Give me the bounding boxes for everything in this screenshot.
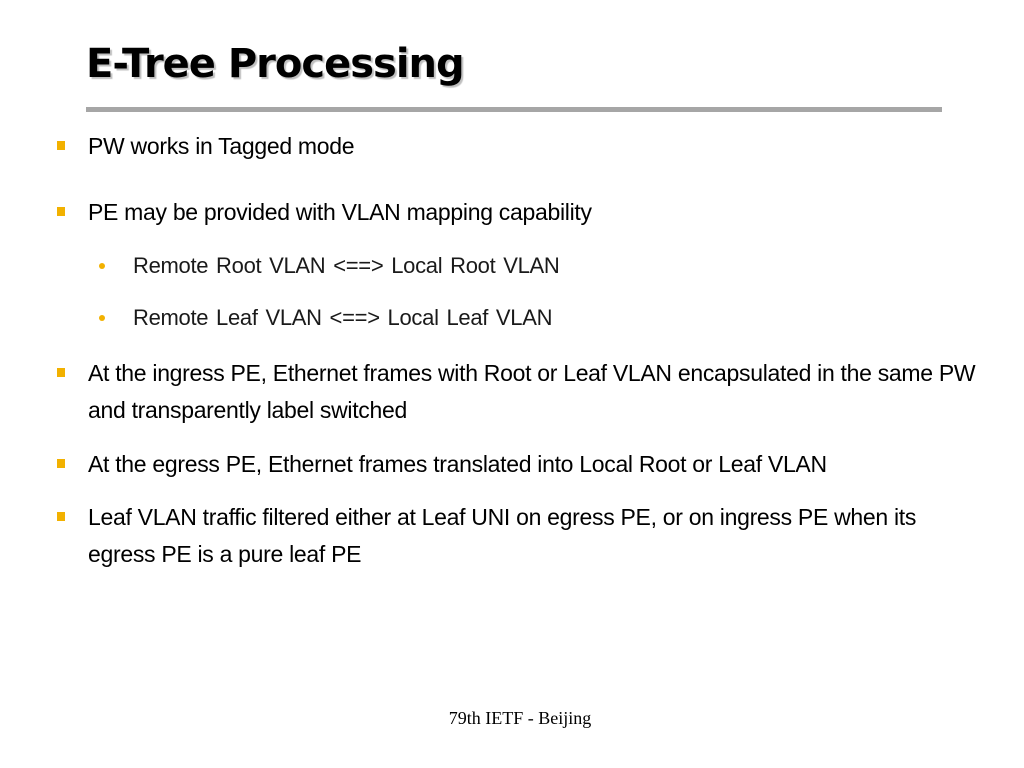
bullet-item: At the egress PE, Ethernet frames translated into Local Root or Leaf VLAN [88,451,827,477]
square-bullet-icon [57,207,65,216]
round-bullet-icon [99,263,105,269]
bullet-item: At the ingress PE, Ethernet frames with Root or Leaf VLAN encapsulated in the same PW and transparently label switched [88,360,976,423]
square-bullet-icon [57,141,65,150]
slide-footer: 79th IETF - Beijing [448,708,592,728]
sub-bullet-item: Remote Root VLAN <==> Local Root VLAN [133,253,560,278]
square-bullet-icon [57,368,65,377]
round-bullet-icon [99,315,105,321]
title-divider [86,107,942,112]
bullet-item: PW works in Tagged mode [88,133,355,159]
bullet-item: PE may be provided with VLAN mapping capability [88,199,592,225]
sub-bullet-item: Remote Leaf VLAN <==> Local Leaf VLAN [133,305,553,330]
slide-title: E-Tree Processing [86,41,464,87]
bullet-item: Leaf VLAN traffic filtered either at Leaf UNI on egress PE, or on ingress PE when its egress PE is a pure leaf PE [88,504,917,567]
square-bullet-icon [57,512,65,521]
square-bullet-icon [57,459,65,468]
